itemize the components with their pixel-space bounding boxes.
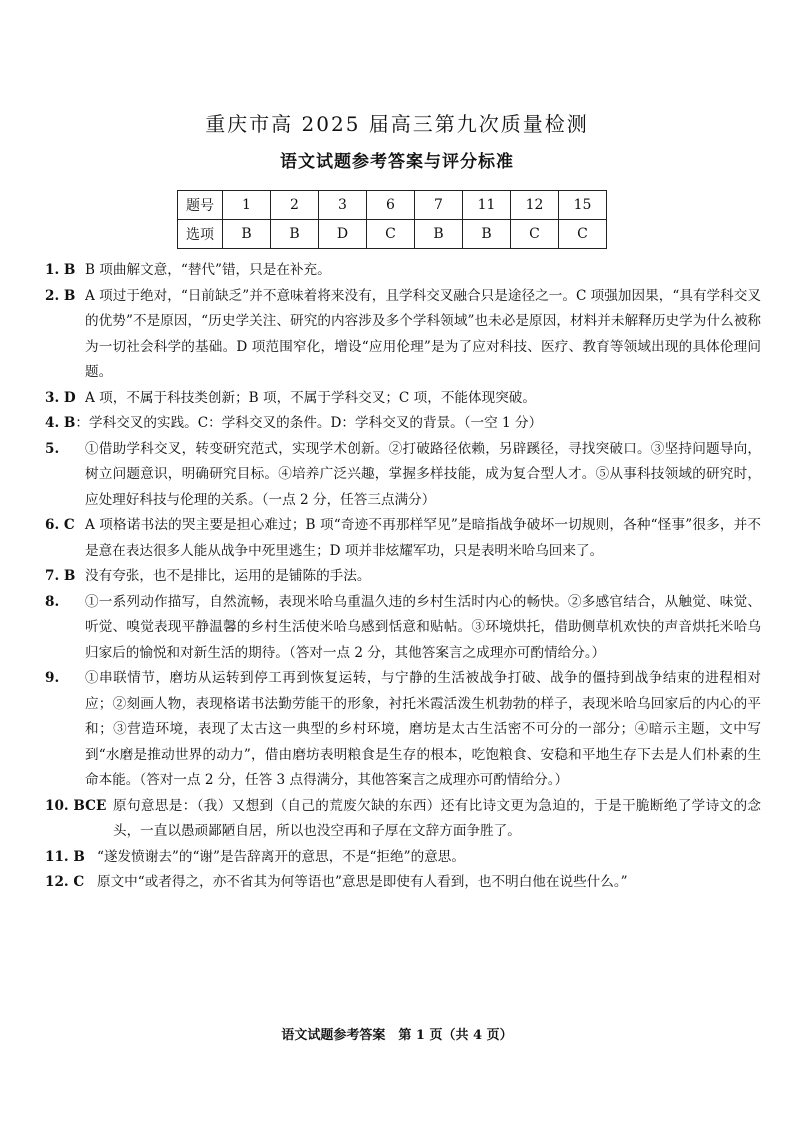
answer-explanations xyxy=(45,258,761,896)
item-number: 3. D xyxy=(45,389,76,406)
answer-table-row-questions xyxy=(178,191,607,220)
item-number: 4. B xyxy=(45,415,76,431)
question-number: 3 xyxy=(319,191,367,220)
explanation-item xyxy=(45,870,761,896)
row-label-questions: 题号 xyxy=(178,191,223,220)
item-text: 原文中“或者得之，亦不省其为何等语也”意思是即使有人看到，也不明白他在说些什么。” xyxy=(97,874,628,890)
explanation-item xyxy=(45,564,761,590)
question-number: 12 xyxy=(511,191,559,220)
item-number: 11. B xyxy=(45,848,85,865)
question-number: 7 xyxy=(415,191,463,220)
page-title: 重庆市高 2025 届高三第九次质量检测 xyxy=(205,112,589,136)
answer-choice: B xyxy=(271,220,319,249)
explanation-item xyxy=(45,666,761,794)
answer-choice: B xyxy=(463,220,511,249)
item-text: 没有夸张，也不是排比，运用的是铺陈的手法。 xyxy=(85,568,371,584)
answer-choice: C xyxy=(559,220,607,249)
question-number: 15 xyxy=(559,191,607,220)
row-label-choices: 选项 xyxy=(178,220,223,249)
answer-table-row-choices xyxy=(178,220,607,249)
item-text: B 项曲解文意，“替代”错，只是在补充。 xyxy=(85,262,331,278)
item-text: ：学科交叉的实践。C：学科交叉的条件。D：学科交叉的背景。（一空 1 分） xyxy=(75,415,543,431)
item-number: 1. B xyxy=(45,262,76,278)
question-number: 2 xyxy=(271,191,319,220)
item-text: A 项过于绝对，“日前缺乏”并不意味着将来没有，且学科交叉融合只是途径之一。C 项强加因果，“具有学科交叉的优势”不是原因，“历史学关注、研究的内容涉及多个学科领域”也未必是原因，材料并未解释历史学为什么被称为一切社会科学的基础。D 项范围窄化，增设“应用伦理”是为了应对科技、医疗、教育等领域出现的具体伦理问题。 xyxy=(85,287,761,380)
item-number: 7. B xyxy=(45,568,76,584)
page-footer: 语文试题参考答案 第 1 页（共 4 页） xyxy=(281,1028,513,1043)
answer-choice: C xyxy=(367,220,415,249)
item-text: ①一系列动作描写，自然流畅，表现米哈乌重温久违的乡村生活时内心的畅快。②多感官结合，从触觉、味觉、听觉、嗅觉表现平静温馨的乡村生活使米哈乌感到恬意和贴帖。③环境烘托，借助侧草机欢快的声音烘托米哈乌归家后的愉悦和对新生活的期待。（答对一点 2 分，其他答案言之成理亦可酌情给分。） xyxy=(85,593,761,661)
answer-table xyxy=(177,190,607,249)
question-number: 11 xyxy=(463,191,511,220)
explanation-item xyxy=(45,513,761,564)
item-number: 5. xyxy=(45,440,60,457)
answer-choice: D xyxy=(319,220,367,249)
item-text: A 项，不属于科技类创新；B 项，不属于学科交叉；C 项，不能体现突破。 xyxy=(85,389,536,406)
item-number: 8. xyxy=(45,593,60,610)
item-number: 10. BCE xyxy=(45,797,107,814)
answer-choice: C xyxy=(511,220,559,249)
answer-choice: B xyxy=(415,220,463,249)
answer-choice: B xyxy=(223,220,271,249)
explanation-item xyxy=(45,258,761,284)
question-number: 1 xyxy=(223,191,271,220)
explanation-item xyxy=(45,794,761,845)
item-number: 12. C xyxy=(45,874,85,890)
item-text: A 项格诺书法的哭主要是担心难过；B 项“奇迹不再那样罕见”是暗指战争破坏一切规则，各种“怪事”很多，并不是意在表达很多人能从战争中死里逃生；D 项并非炫耀军功，只是表明米哈乌回来了。 xyxy=(85,517,761,559)
explanation-item xyxy=(45,845,761,871)
item-number: 6. C xyxy=(45,517,75,533)
item-text: “遂发愤谢去”的“谢”是告辞离开的意思，不是“拒绝”的意思。 xyxy=(97,848,465,865)
item-text: ①串联情节，磨坊从运转到停工再到恢复运转，与宁静的生活被战争打破、战争的僵持到战争结束的进程相对应；②刻画人物，表现格诺书法勤劳能干的形象，衬托米霞活泼生机勃勃的样子，表现米哈乌回家后的内心的平和；③营造环境，表现了太古这一典型的乡村环境，磨坊是太古生活密不可分的一部分；④暗示主题，文中写到“水磨是推动世界的动力”，借由磨坊表明粮食是生存的根本，吃饱粮食、安稳和平地生存下去是人们朴素的生命本能。（答对一点 2 分，任答 3 点得满分，其他答案言之成理亦可酌情给分。） xyxy=(85,670,761,788)
explanation-item xyxy=(45,284,761,386)
explanation-item xyxy=(45,437,761,514)
item-text: ①借助学科交叉，转变研究范式，实现学术创新。②打破路径依赖，另辟蹊径，寻找突破口。③坚持问题导向，树立问题意识，明确研究目标。④培养广泛兴趣，掌握多样技能，成为复合型人才。⑤从事科技领域的研究时，应处理好科技与伦理的关系。（一点 2 分，任答三点满分） xyxy=(85,440,761,508)
page-subtitle: 语文试题参考答案与评分标准 xyxy=(280,152,514,172)
explanation-item xyxy=(45,411,761,437)
question-number: 6 xyxy=(367,191,415,220)
explanation-item xyxy=(45,590,761,667)
item-text: 原句意思是：（我）又想到（自己的荒废欠缺的东西）还有比诗文更为急迫的，于是干脆断绝了学诗文的念头，一直以愚顽鄙陋自居，所以也没空再和子厚在文辞方面争胜了。 xyxy=(113,797,761,839)
item-number: 9. xyxy=(45,670,60,686)
explanation-item xyxy=(45,386,761,412)
item-number: 2. B xyxy=(45,287,76,304)
